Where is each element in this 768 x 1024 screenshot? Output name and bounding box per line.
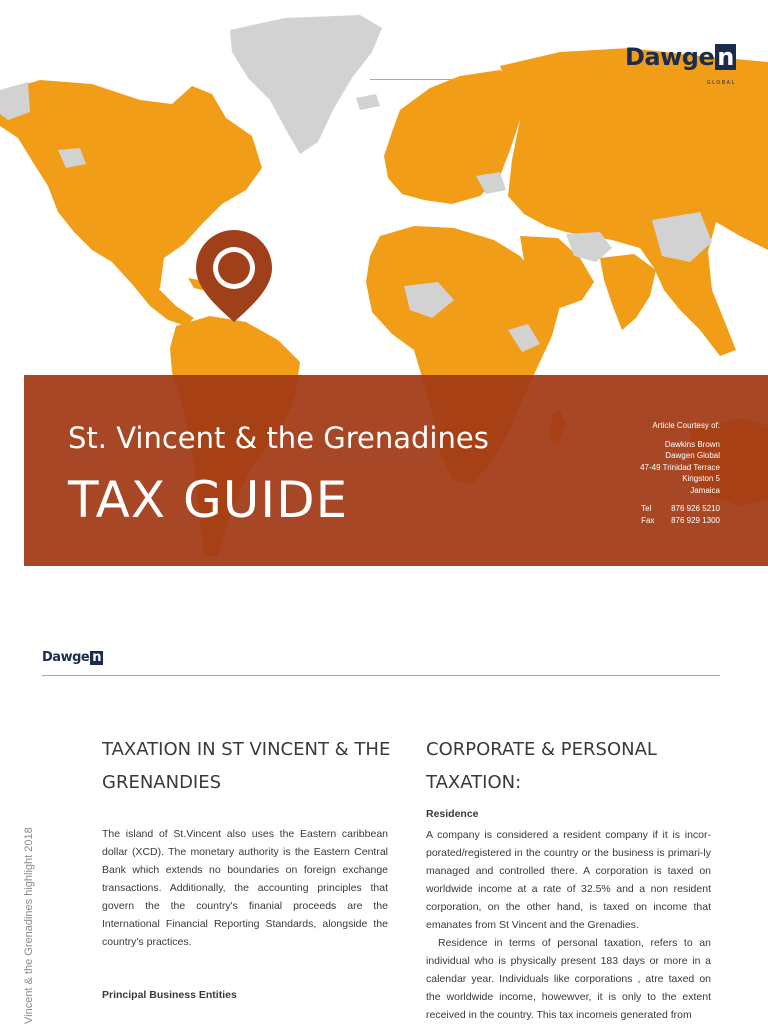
courtesy-line: Kingston 5 (682, 474, 720, 483)
courtesy-block (500, 420, 720, 526)
logo-word: Dawge (625, 43, 715, 71)
map-greenland (230, 15, 382, 154)
vertical-side-caption: Vincent & the Grenadines highlight 2018 (23, 827, 35, 1024)
right-paragraph-1: A company is considered a resident company if it is incor-porated/registered in the country or the business is primari-ly managed and controlled there. A corporation is taxed on worldwide income at a rate of 32.5% and a non resident corporation, on the other hand, is taxed on income that emanates from St Vincent and the Grenadies. (426, 829, 711, 931)
tel-row (500, 503, 720, 515)
map-india (600, 254, 656, 330)
fax-number: 876 929 1300 (671, 515, 720, 525)
banner-title: TAX GUIDE (68, 471, 349, 529)
right-paragraph-2: Residence in terms of personal taxation, refers to an individual who is physically present 183 days or more in a calendar year. Individuals like corporations , atre taxed on the worldwide income, howewver, it is only to the extent received in the country. This tax incomeis generated from (426, 937, 711, 1021)
logo-n-block: n (717, 43, 734, 71)
map-central-america (132, 284, 194, 326)
left-heading: TAXATION IN ST VINCENT & THE GRENANDIES (102, 739, 391, 793)
fax-label: Fax (641, 515, 655, 525)
tel-label: Tel (641, 504, 652, 513)
logo-word-small: Dawge (42, 650, 90, 665)
tel-number: 876 926 5210 (671, 504, 720, 513)
section-divider (42, 675, 720, 676)
courtesy-heading: Article Courtesy of: (652, 421, 720, 430)
dawgen-logo-small (42, 651, 103, 665)
right-heading: CORPORATE & PERSONAL TAXATION: (426, 739, 657, 793)
fax-row (500, 515, 720, 527)
right-paragraphs (426, 826, 711, 1024)
logo-tagline: GLOBAL (706, 80, 736, 86)
courtesy-line: Dawgen Global (665, 451, 720, 460)
courtesy-line: Jamaica (690, 485, 720, 495)
location-pin-icon (194, 228, 274, 324)
title-banner (24, 375, 768, 566)
left-subheading: Principal Business Entities (102, 989, 237, 1001)
logo-n-block-small: n (92, 650, 101, 665)
courtesy-line: 47-49 Trinidad Terrace (640, 462, 720, 472)
right-subheading: Residence (426, 808, 479, 820)
banner-subtitle: St. Vincent & the Grenadines (68, 421, 489, 455)
dawgen-logo-top (625, 44, 736, 96)
left-paragraph: The island of St.Vincent also uses the Eastern caribbean dollar (XCD). The monetary authority is the Eastern Central Bank which extends no boundaries on foreign exchange transactions. Additionally, the accounting principles that govern the the country's finanial proceeds are the International Financial Reporting Standards, alongside the country's practices. (102, 828, 388, 948)
courtesy-line: Dawkins Brown (664, 439, 720, 449)
map-gray-iceland (356, 94, 380, 110)
